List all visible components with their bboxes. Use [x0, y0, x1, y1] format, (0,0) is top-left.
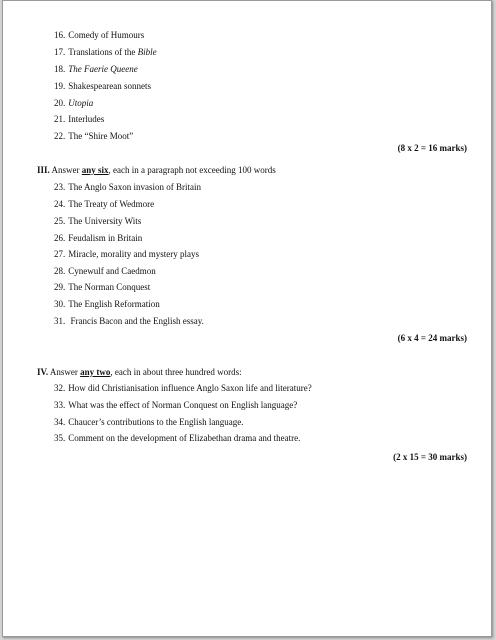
- question-item: 32. How did Christianisation influence Anglo Saxon life and literature?: [54, 383, 312, 393]
- question-item: 21. Interludes: [54, 114, 105, 124]
- question-item: 17. Translations of the Bible: [54, 47, 157, 57]
- question-item: 20. Utopia: [54, 98, 94, 108]
- question-item: 31. Francis Bacon and the English essay.: [54, 316, 204, 326]
- section-heading: III. Answer any six, each in a paragraph not exceeding 100 words: [37, 165, 276, 175]
- question-item: 35. Comment on the development of Elizabethan drama and theatre.: [54, 433, 301, 443]
- section-marks: (8 x 2 = 16 marks): [397, 143, 467, 153]
- question-item: 24. The Treaty of Wedmore: [54, 199, 155, 209]
- question-item: 33. What was the effect of Norman Conquest on English language?: [54, 400, 298, 410]
- question-item: 28. Cynewulf and Caedmon: [54, 266, 156, 276]
- question-item: 26. Feudalism in Britain: [54, 233, 143, 243]
- question-item: 25. The University Wits: [54, 216, 142, 226]
- question-item: 23. The Anglo Saxon invasion of Britain: [54, 182, 201, 192]
- section-numeral: III.: [37, 165, 50, 175]
- question-item: 30. The English Reformation: [54, 299, 160, 309]
- document-page: [2, 0, 492, 637]
- question-item: 34. Chaucer’s contributions to the English language.: [54, 417, 244, 427]
- question-item: 18. The Faerie Queene: [54, 64, 138, 74]
- section-numeral: IV.: [37, 367, 49, 377]
- question-item: 22. The “Shire Moot”: [54, 131, 134, 141]
- section-marks: (2 x 15 = 30 marks): [393, 452, 467, 462]
- question-item: 27. Miracle, morality and mystery plays: [54, 249, 199, 259]
- question-item: 16. Comedy of Humours: [54, 30, 145, 40]
- question-item: 29. The Norman Conquest: [54, 282, 151, 292]
- section-marks: (6 x 4 = 24 marks): [397, 333, 467, 343]
- question-item: 19. Shakespearean sonnets: [54, 81, 151, 91]
- section-heading: IV. Answer any two, each in about three hundred words:: [37, 367, 242, 377]
